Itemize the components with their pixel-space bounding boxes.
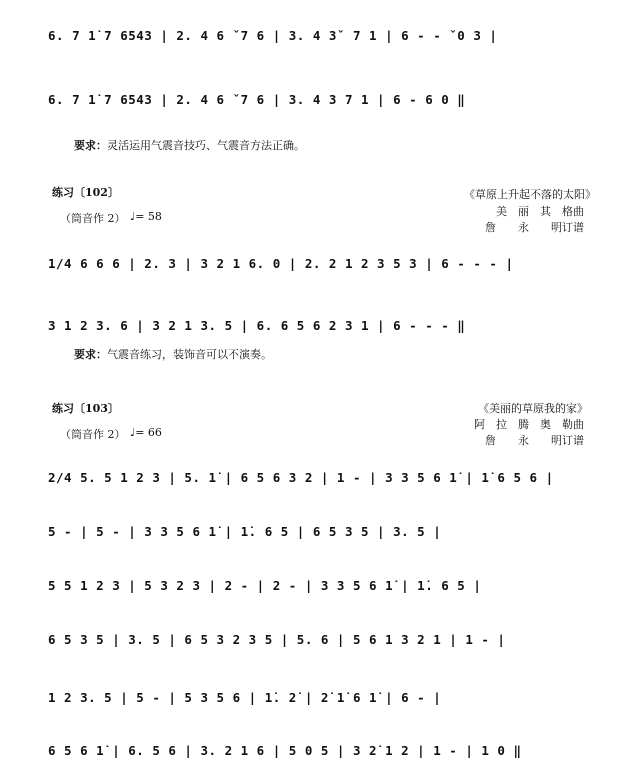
exercise-102-tempo: ♩= 58 (130, 210, 162, 223)
score-line-1: 6. 7 1̇ 7 6543 | 2. 4 6 ˇ7 6 | 3. 4 3ˇ 7 1 | 6 - - ˇ0 3 | (48, 28, 498, 43)
exercise-103-song: 《美丽的草原我的家》 (478, 402, 588, 415)
exercise-103-arranger: 詹 永 明订谱 (485, 434, 584, 447)
score-line-2: 6. 7 1̇ 7 6543 | 2. 4 6 ˇ7 6 | 3. 4 3 7 1 | 6 - 6 0 ‖ (48, 92, 466, 107)
exercise-103-title: 练习〔103〕 (52, 402, 119, 415)
score-line-103-2: 5 - | 5 - | 3 3 5 6 1̇ | 1̇. 6 5 | 6 5 3 5 | 3. 5 | (48, 524, 442, 539)
requirement-label: 要求： (74, 139, 107, 152)
requirement-label: 要求： (74, 348, 107, 361)
score-line-103-5: 1 2 3. 5 | 5 - | 5 3 5 6 | 1̇. 2̇ | 2̇ 1̇ 6 1̇ | 6 - | (48, 690, 442, 705)
score-line-103-6: 6 5 6 1̇ | 6. 5 6 | 3. 2 1 6 | 5 0 5 | 3 2̇ 1 2 | 1 - | 1 0 ‖ (48, 743, 522, 758)
score-line-102-1: 1/4 6 6 6 | 2. 3 | 3 2 1 6. 0 | 2. 2 1 2 3 5 3 | 6 - - - | (48, 256, 514, 271)
exercise-103-tempo: ♩= 66 (130, 426, 162, 439)
requirement-text: 气震音练习，装饰音可以不演奏。 (107, 348, 272, 361)
score-line-103-4: 6 5 3 5 | 3. 5 | 6 5 3 2 3 5 | 5. 6 | 5 6 1 3 2 1 | 1 - | (48, 632, 506, 647)
exercise-103-composer: 阿 拉 腾 奥 勒曲 (474, 418, 584, 431)
exercise-102-title: 练习〔102〕 (52, 186, 119, 199)
exercise-102-song: 《草原上升起不落的太阳》 (464, 188, 596, 201)
exercise-102-composer: 美 丽 其 格曲 (496, 205, 584, 218)
requirement-1 (74, 137, 305, 153)
requirement-2 (74, 346, 272, 362)
requirement-text: 灵活运用气震音技巧、气震音方法正确。 (107, 139, 305, 152)
exercise-103-mode: （筒音作 2） (60, 428, 126, 441)
score-line-102-2: 3 1 2 3. 6 | 3 2 1 3. 5 | 6. 6 5 6 2 3 1 | 6 - - - ‖ (48, 318, 466, 333)
score-line-103-1: 2/4 5. 5 1 2 3 | 5. 1̇ | 6 5 6 3 2 | 1 - | 3 3 5 6 1̇ | 1̇ 6 5 6 | (48, 470, 554, 485)
score-line-103-3: 5 5 1 2 3 | 5 3 2 3 | 2 - | 2 - | 3 3 5 6 1̇ | 1̇. 6 5 | (48, 578, 482, 593)
exercise-102-arranger: 詹 永 明订谱 (485, 221, 584, 234)
exercise-102-mode: （筒音作 2） (60, 212, 126, 225)
